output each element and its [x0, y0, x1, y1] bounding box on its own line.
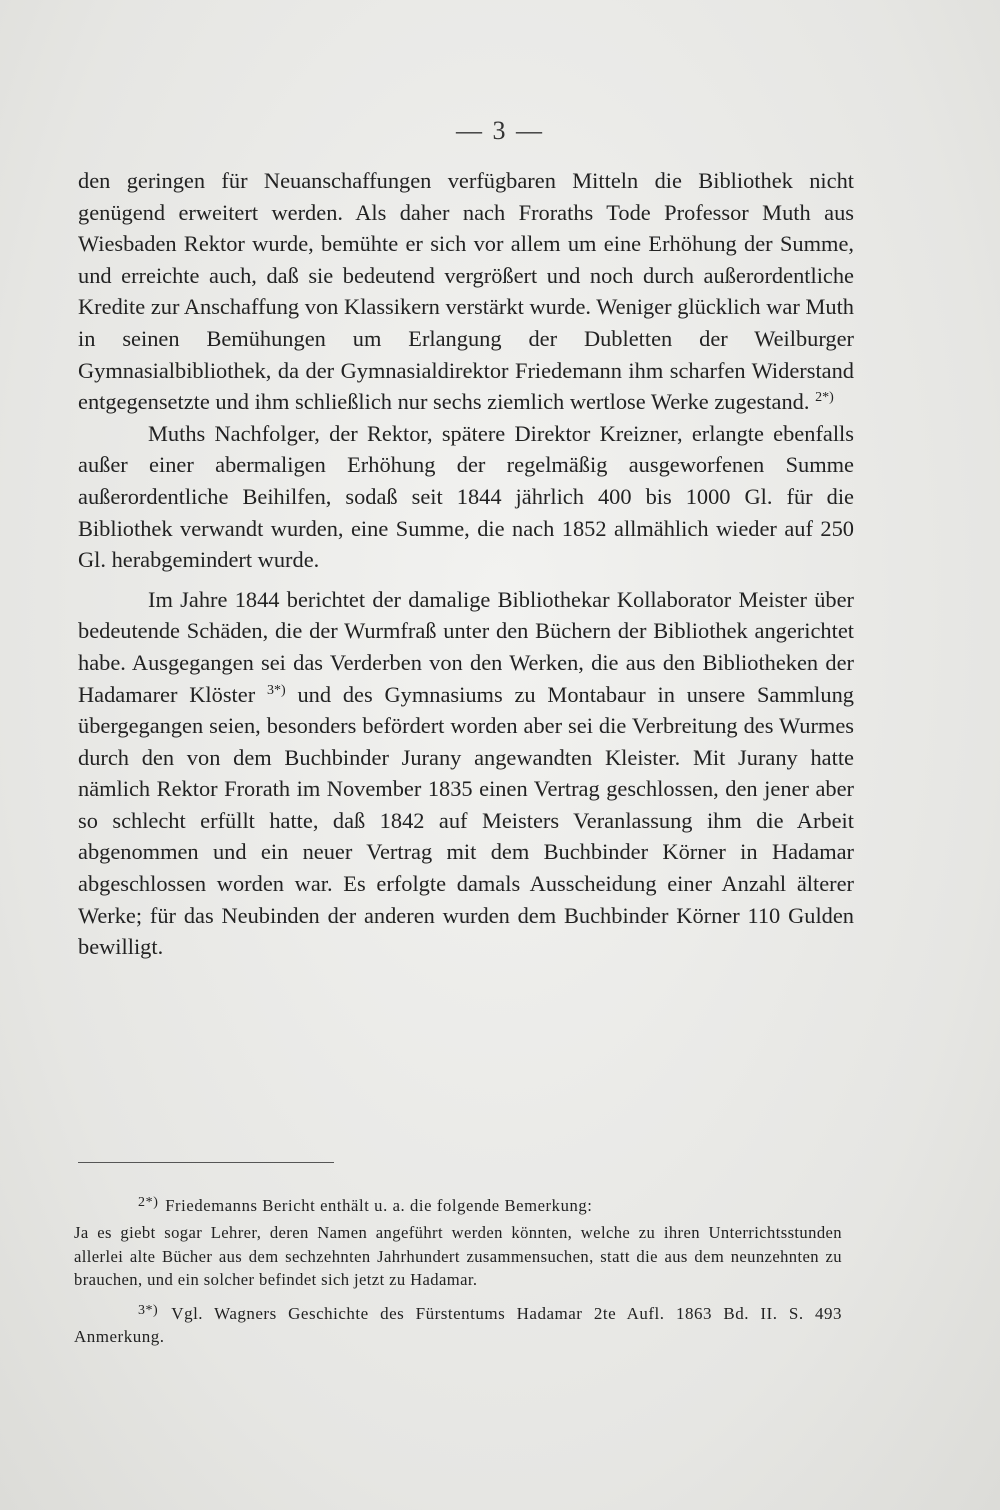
- footnotes: [74, 1194, 842, 1348]
- footnote-2-heading: [74, 1194, 842, 1217]
- footnote-2-heading-text: Friedemanns Bericht enthält u. a. die folgende Bemerkung:: [165, 1196, 593, 1215]
- footnote-2-quote: Ja es giebt sogar Lehrer, deren Namen angeführt werden könnten, welche zu ihren Unterrichtsstunden allerlei alte Bücher aus dem sechzehnten Jahrhundert zusammensuchen, statt die aus dem neunzehnten zu brauchen, und ein solcher befindet sich jetzt zu Hadamar.: [74, 1223, 842, 1290]
- footnote-ref-2: 2*): [815, 390, 834, 406]
- footnote-3-text: Vgl. Wagners Geschichte des Fürstentums Hadamar 2te Aufl. 1863 Bd. II. S. 493 Anmerkung.: [74, 1303, 842, 1347]
- paragraph-1: [78, 165, 854, 418]
- footnote-3: [74, 1302, 842, 1349]
- paragraph-1-text: den geringen für Neuanschaffungen verfügbaren Mitteln die Bibliothek nicht genügend erweitert werden. Als daher nach Froraths Tode Professor Muth aus Wiesbaden Rektor wurde, bemühte er sich vor allem um eine Erhöhung der Summe, und erreichte auch, daß sie bedeutend vergrößert und noch durch außerordentliche Kredite zur Anschaffung von Klassikern verstärkt wurde. Weniger glücklich war Muth in seinen Bemühungen um Erlangung der Dubletten der Weilburger Gymnasialbibliothek, da der Gymnasialdirektor Friedemann ihm scharfen Widerstand entgegensetzte und ihm schließlich nur sechs ziemlich wertlose Werke zugestand.: [78, 168, 854, 415]
- paragraph-3: [78, 584, 854, 963]
- paragraph-3-text-a: Im Jahre 1844 berichtet der damalige Bibliothekar Kollaborator Meister über bedeutende Schäden, die der Wurmfraß unter den Büchern der Bibliothek angerichtet habe. Ausgegangen sei das Verderben von den Werken, die aus den Bibliotheken der Hadamarer Klöster: [78, 586, 854, 707]
- footnote-2-number: 2*): [138, 1195, 159, 1210]
- paragraph-3-text-b: und des Gymnasiums zu Montabaur in unsere Sammlung übergegangen seien, besonders befördert worden aber sei die Verbreitung des Wurmes durch den von dem Buchbinder Jurany angewandten Kleister. Mit Jurany hatte nämlich Rektor Frorath im November 1835 einen Vertrag geschlossen, den jener aber so schlecht erfüllt hatte, daß 1842 auf Meisters Veranlassung ihm die Arbeit abgenommen und ein neuer Vertrag mit dem Buchbinder Körner in Hadamar abgeschlossen worden war. Es erfolgte damals Ausscheidung einer Anzahl älterer Werke; für das Neubinden der anderen wurden dem Buchbinder Körner 110 Gulden bewilligt.: [78, 681, 854, 960]
- footnote-divider: [78, 1162, 334, 1163]
- page-number: — 3 —: [456, 116, 544, 145]
- paragraph-2: Muths Nachfolger, der Rektor, spätere Direktor Kreizner, erlangte ebenfalls außer einer abermaligen Erhöhung der regelmäßig ausgeworfenen Summe außerordentliche Beihilfen, sodaß seit 1844 jährlich 400 bis 1000 Gl. für die Bibliothek verwandt wurden, eine Summe, die nach 1852 allmählich wieder auf 250 Gl. herabgemindert wurde.: [78, 420, 854, 573]
- footnote-3-number: 3*): [138, 1302, 159, 1318]
- main-text: [78, 165, 854, 963]
- footnote-ref-3: 3*): [266, 682, 286, 698]
